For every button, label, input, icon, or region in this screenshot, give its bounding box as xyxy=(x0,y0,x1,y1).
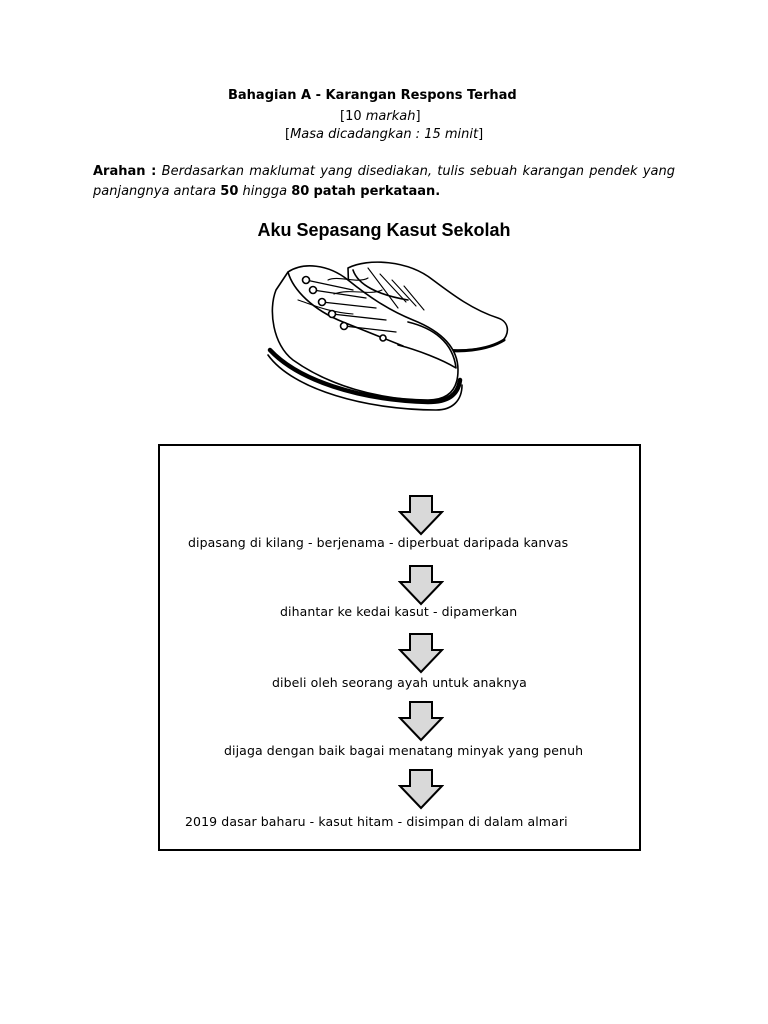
time-text: Masa dicadangkan : 15 minit xyxy=(290,127,479,142)
flow-diagram xyxy=(158,444,641,851)
time-label: [Masa dicadangkan : 15 minit] xyxy=(285,127,484,142)
flow-step-3: dibeli oleh seorang ayah untuk anaknya xyxy=(272,675,527,690)
essay-title: Aku Sepasang Kasut Sekolah xyxy=(257,220,511,240)
down-arrow-icon xyxy=(398,494,444,536)
instruction-label: Arahan : xyxy=(93,164,157,179)
flow-step-5: 2019 dasar baharu - kasut hitam - disimpan di dalam almari xyxy=(185,814,568,829)
marks-number: 10 xyxy=(345,109,362,124)
instruction-between: hingga xyxy=(242,184,288,199)
flow-step-4: dijaga dengan baik bagai menatang minyak yang penuh xyxy=(224,743,584,758)
flow-step-1: dipasang di kilang - berjenama - diperbuat daripada kanvas xyxy=(188,535,569,550)
instruction-text: Berdasarkan maklumat yang disediakan, tulis sebuah karangan pendek yang panjangnya antara xyxy=(93,164,675,199)
marks-word: markah xyxy=(365,109,416,124)
down-arrow-icon xyxy=(398,768,444,810)
down-arrow-icon xyxy=(398,700,444,742)
down-arrow-icon xyxy=(398,564,444,606)
down-arrow-icon xyxy=(398,632,444,674)
marks-label: [10 markah] xyxy=(340,109,421,124)
instruction-end: patah perkataan. xyxy=(313,184,441,199)
instruction xyxy=(93,162,675,202)
word-max: 80 xyxy=(291,184,310,199)
sneakers-icon xyxy=(258,250,516,435)
word-min: 50 xyxy=(220,184,239,199)
flow-step-2: dihantar ke kedai kasut - dipamerkan xyxy=(280,604,518,619)
section-heading: Bahagian A - Karangan Respons Terhad xyxy=(228,88,517,103)
